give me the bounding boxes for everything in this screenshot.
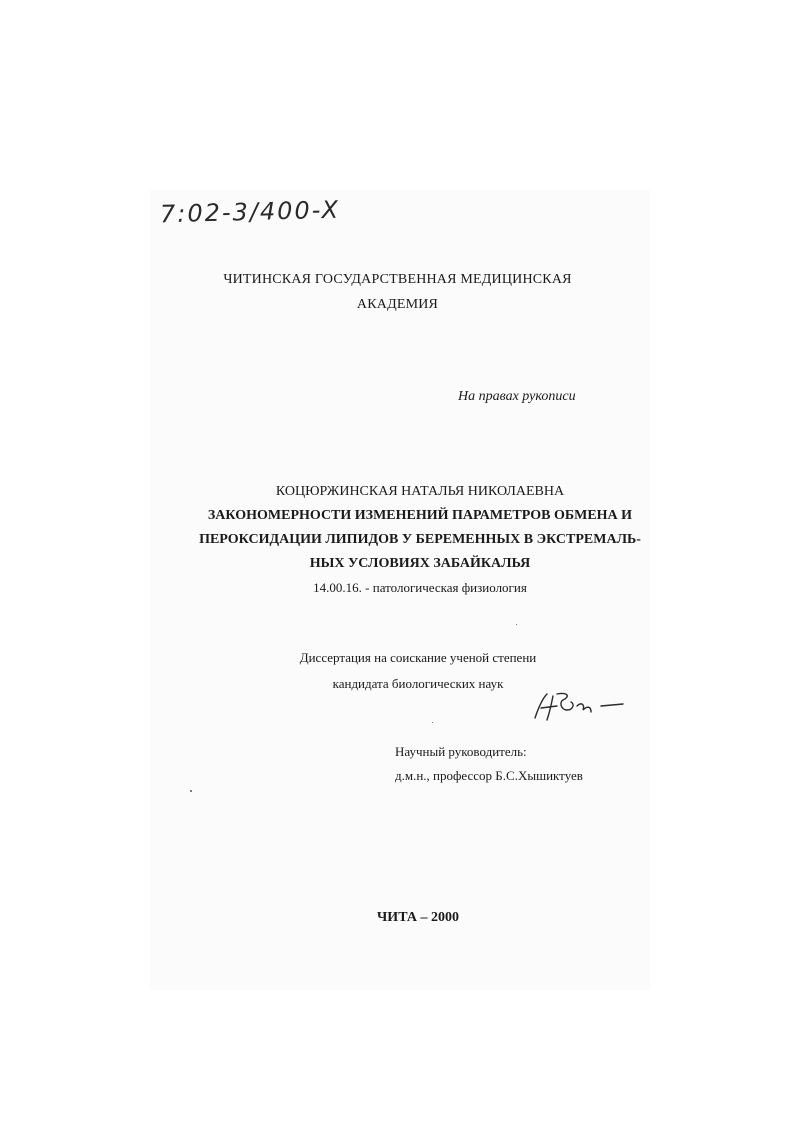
author-name: КОЦЮРЖИНСКАЯ НАТАЛЬЯ НИКОЛАЕВНА <box>275 484 565 499</box>
dissertation-degree-line1: Диссертация на соискание ученой степени <box>299 650 537 665</box>
manuscript-rights-note: На правах рукописи <box>458 389 576 404</box>
scan-speck <box>432 722 433 723</box>
handwritten-signature <box>527 688 627 724</box>
scan-speck <box>190 790 192 792</box>
supervisor-label: Научный руководитель: <box>395 744 527 759</box>
thesis-title-line1: ЗАКОНОМЕРНОСТИ ИЗМЕНЕНИЙ ПАРАМЕТРОВ ОБМЕНА И <box>207 508 633 523</box>
dissertation-degree-line2: кандидата биологических наук <box>332 676 504 691</box>
supervisor-name: д.м.н., профессор Б.С.Хышиктуев <box>395 768 583 783</box>
specialty-code: 14.00.16. - патологическая физиология <box>313 580 527 595</box>
institution-name-line1: ЧИТИНСКАЯ ГОСУДАРСТВЕННАЯ МЕДИЦИНСКАЯ <box>223 272 572 287</box>
scan-speck <box>516 624 517 625</box>
handwritten-catalog-code: 7:02-3/400-X <box>159 195 341 229</box>
institution-name-line2: АКАДЕМИЯ <box>356 297 439 312</box>
thesis-title-line3: НЫХ УСЛОВИЯХ ЗАБАЙКАЛЬЯ <box>309 556 531 571</box>
city-and-year: ЧИТА – 2000 <box>377 910 459 925</box>
thesis-title-line2: ПЕРОКСИДАЦИИ ЛИПИДОВ У БЕРЕМЕННЫХ В ЭКСТРЕМАЛЬ- <box>199 532 641 547</box>
